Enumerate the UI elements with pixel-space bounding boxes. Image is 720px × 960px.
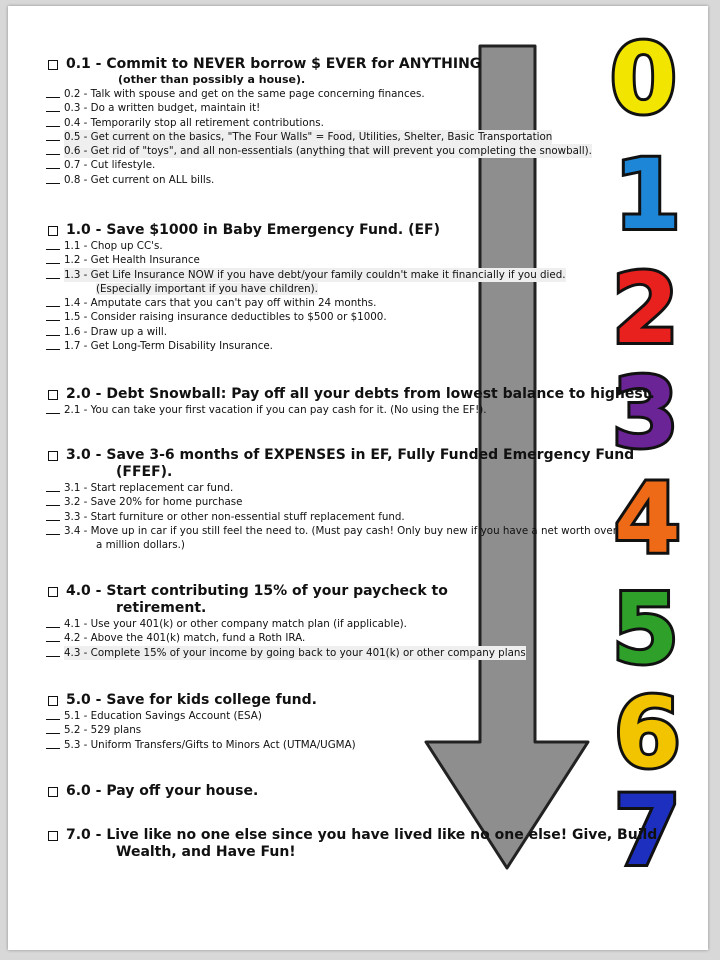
blank-line[interactable] bbox=[46, 481, 60, 492]
list-item: 0.2 - Talk with spouse and get on the same page concerning finances. bbox=[46, 87, 592, 101]
blank-line[interactable] bbox=[46, 709, 60, 720]
digit-0: 0 bbox=[610, 23, 677, 135]
step-heading bbox=[46, 222, 566, 239]
blank-line[interactable] bbox=[46, 510, 60, 521]
list-item: 3.1 - Start replacement car fund. bbox=[46, 481, 634, 495]
step-heading-text: 7.0 - Live like no one else since you have lived like no one else! Give, Build bbox=[66, 827, 658, 843]
blank-line[interactable] bbox=[46, 723, 60, 734]
step-heading-text: 4.0 - Start contributing 15% of your paycheck to bbox=[66, 583, 448, 599]
list-item: 1.7 - Get Long-Term Disability Insurance. bbox=[46, 339, 566, 353]
list-item: 3.4 - Move up in car if you still feel the need to. (Must pay cash! Only buy new if you have a net worth over bbox=[46, 524, 634, 538]
step-heading-cont: retirement. bbox=[116, 600, 207, 616]
checkbox[interactable] bbox=[48, 451, 58, 461]
blank-line[interactable] bbox=[46, 130, 60, 141]
list-item: 0.6 - Get rid of "toys", and all non-essentials (anything that will prevent you completing the snowball). bbox=[46, 144, 592, 158]
step-2 bbox=[46, 386, 655, 417]
list-item: 2.1 - You can take your first vacation if you can pay cash for it. (No using the EF!). bbox=[46, 403, 655, 417]
step-heading-cont: (other than possibly a house). bbox=[118, 73, 306, 86]
blank-line[interactable] bbox=[46, 253, 60, 264]
blank-line[interactable] bbox=[46, 101, 60, 112]
step-6 bbox=[46, 783, 258, 800]
step-heading-cont: Wealth, and Have Fun! bbox=[116, 844, 296, 860]
blank-line[interactable] bbox=[46, 403, 60, 414]
list-item: 1.3 - Get Life Insurance NOW if you have debt/your family couldn't make it financially if you died. bbox=[46, 268, 566, 282]
list-item: 4.3 - Complete 15% of your income by going back to your 401(k) or other company plans bbox=[46, 646, 526, 660]
blank-line[interactable] bbox=[46, 239, 60, 250]
list-item: 4.2 - Above the 401(k) match, fund a Roth IRA. bbox=[46, 631, 526, 645]
step-heading bbox=[46, 386, 655, 403]
digit-1: 1 bbox=[614, 139, 681, 251]
digit-3: 3 bbox=[612, 357, 679, 469]
step-heading-text: 2.0 - Debt Snowball: Pay off all your debts from lowest balance to highest. bbox=[66, 386, 655, 402]
step-heading bbox=[46, 583, 526, 600]
step-4 bbox=[46, 583, 526, 660]
checkbox[interactable] bbox=[48, 587, 58, 597]
list-item: 3.3 - Start furniture or other non-essential stuff replacement fund. bbox=[46, 510, 634, 524]
step-heading-text: 1.0 - Save $1000 in Baby Emergency Fund. (EF) bbox=[66, 222, 441, 238]
list-item: 0.8 - Get current on ALL bills. bbox=[46, 173, 592, 187]
steps-list bbox=[8, 6, 708, 950]
step-heading-cont: (FFEF). bbox=[116, 464, 173, 480]
list-item: 1.6 - Draw up a will. bbox=[46, 325, 566, 339]
step-0 bbox=[46, 56, 592, 187]
list-item: 5.1 - Education Savings Account (ESA) bbox=[46, 709, 356, 723]
blank-line[interactable] bbox=[46, 524, 60, 535]
step-7 bbox=[46, 827, 657, 861]
list-item: 3.2 - Save 20% for home purchase bbox=[46, 495, 634, 509]
digit-2: 2 bbox=[612, 253, 679, 365]
step-heading bbox=[46, 692, 356, 709]
blank-line[interactable] bbox=[46, 310, 60, 321]
list-item: 4.1 - Use your 401(k) or other company match plan (if applicable). bbox=[46, 617, 526, 631]
list-item: 0.7 - Cut lifestyle. bbox=[46, 158, 592, 172]
step-heading bbox=[46, 783, 258, 800]
list-item: 0.5 - Get current on the basics, "The Four Walls" = Food, Utilities, Shelter, Basic Transportation bbox=[46, 130, 592, 144]
blank-line[interactable] bbox=[46, 617, 60, 628]
step-heading-text: 0.1 - Commit to NEVER borrow $ EVER for ANYTHING bbox=[66, 56, 482, 72]
checkbox[interactable] bbox=[48, 787, 58, 797]
list-item-cont: a million dollars.) bbox=[96, 539, 185, 552]
checkbox[interactable] bbox=[48, 831, 58, 841]
step-heading-text: 5.0 - Save for kids college fund. bbox=[66, 692, 317, 708]
list-item: 1.2 - Get Health Insurance bbox=[46, 253, 566, 267]
list-item: 1.1 - Chop up CC's. bbox=[46, 239, 566, 253]
list-item: 5.3 - Uniform Transfers/Gifts to Minors Act (UTMA/UGMA) bbox=[46, 738, 356, 752]
blank-line[interactable] bbox=[46, 144, 60, 155]
checkbox[interactable] bbox=[48, 696, 58, 706]
checkbox[interactable] bbox=[48, 226, 58, 236]
blank-line[interactable] bbox=[46, 87, 60, 98]
checkbox[interactable] bbox=[48, 390, 58, 400]
list-item: 1.5 - Consider raising insurance deductibles to $500 or $1000. bbox=[46, 310, 566, 324]
step-heading bbox=[46, 56, 592, 73]
blank-line[interactable] bbox=[46, 646, 60, 657]
digit-6: 6 bbox=[614, 677, 681, 789]
step-heading bbox=[46, 827, 657, 844]
digit-4: 4 bbox=[614, 463, 681, 575]
blank-line[interactable] bbox=[46, 268, 60, 279]
list-item-cont: (Especially important if you have children). bbox=[96, 282, 318, 295]
blank-line[interactable] bbox=[46, 325, 60, 336]
digit-7: 7 bbox=[614, 775, 681, 887]
step-3 bbox=[46, 447, 634, 552]
blank-line[interactable] bbox=[46, 631, 60, 642]
blank-line[interactable] bbox=[46, 116, 60, 127]
blank-line[interactable] bbox=[46, 738, 60, 749]
blank-line[interactable] bbox=[46, 296, 60, 307]
step-heading-text: 6.0 - Pay off your house. bbox=[66, 783, 259, 799]
blank-line[interactable] bbox=[46, 339, 60, 350]
checkbox[interactable] bbox=[48, 60, 58, 70]
blank-line[interactable] bbox=[46, 158, 60, 169]
list-item: 0.3 - Do a written budget, maintain it! bbox=[46, 101, 592, 115]
list-item: 0.4 - Temporarily stop all retirement contributions. bbox=[46, 116, 592, 130]
document-page bbox=[8, 6, 708, 950]
step-heading bbox=[46, 447, 634, 464]
list-item: 1.4 - Amputate cars that you can't pay off within 24 months. bbox=[46, 296, 566, 310]
step-5 bbox=[46, 692, 356, 752]
step-1 bbox=[46, 222, 566, 353]
list-item: 5.2 - 529 plans bbox=[46, 723, 356, 737]
step-heading-text: 3.0 - Save 3-6 months of EXPENSES in EF, Fully Funded Emergency Fund bbox=[66, 447, 635, 463]
blank-line[interactable] bbox=[46, 495, 60, 506]
digit-5: 5 bbox=[612, 573, 679, 685]
blank-line[interactable] bbox=[46, 173, 60, 184]
